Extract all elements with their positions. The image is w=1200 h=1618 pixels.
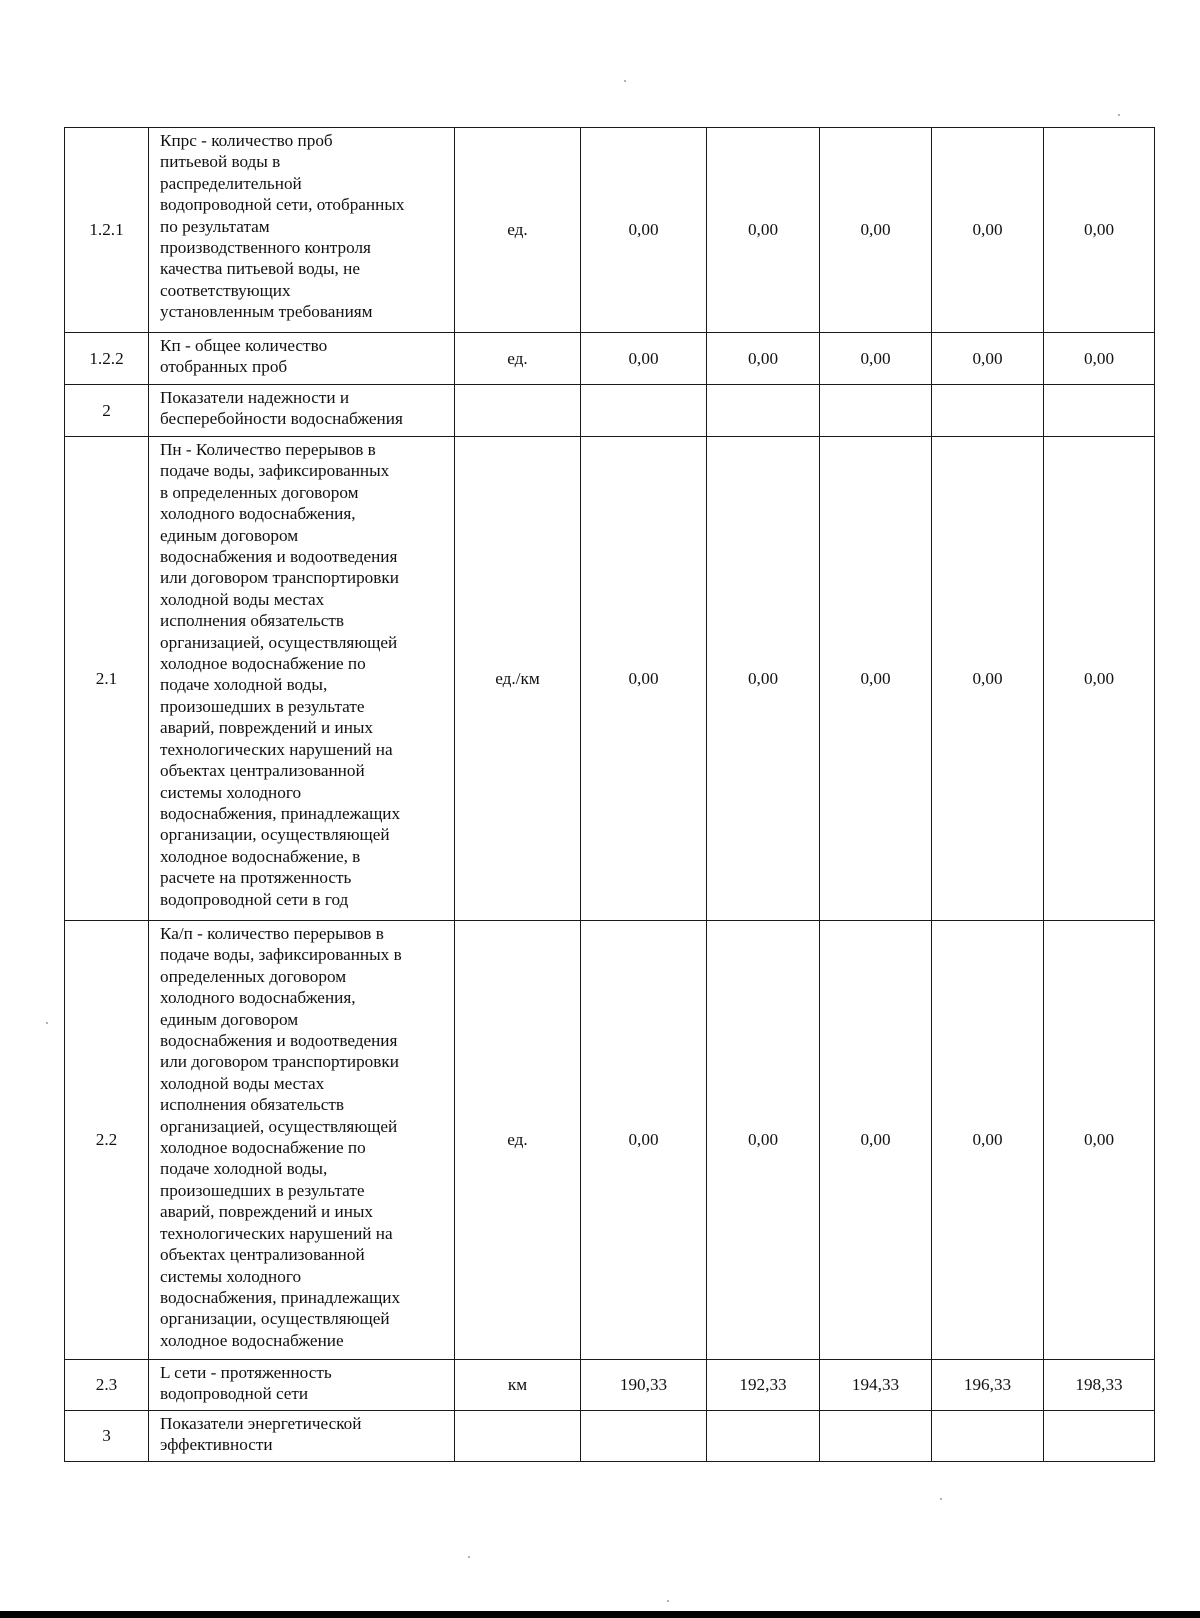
row-unit: ед./км [455, 437, 581, 921]
row-value-4: 0,00 [932, 128, 1044, 333]
row-unit: ед. [455, 921, 581, 1360]
row-description: Пн - Количество перерывов в подаче воды, зафиксированных в определенных договором холодного водоснабжения, единым договором водоснабжения и водоотведения или договором транспортировки холодной воды местах исполнения обязательств организацией, осуществляющей холодное водоснабжение по подаче холодной воды, произошедших в результате аварий, повреждений и иных технологических нарушений на объектах централизованной системы холодного водоснабжения, принадлежащих организации, осуществляющей холодное водоснабжение, в расчете на протяженность водопроводной сети в год [149, 437, 455, 921]
section-heading: Показатели надежности и бесперебойности водоснабжения [149, 385, 455, 437]
row-value-4: 0,00 [932, 437, 1044, 921]
row-value-3 [820, 1411, 932, 1462]
row-value-5: 0,00 [1044, 128, 1155, 333]
row-value-3 [820, 385, 932, 437]
row-number: 2 [65, 385, 149, 437]
row-value-4 [932, 1411, 1044, 1462]
row-value-3: 194,33 [820, 1360, 932, 1411]
scan-speck [1118, 114, 1120, 116]
row-number: 1.2.1 [65, 128, 149, 333]
row-number: 2.3 [65, 1360, 149, 1411]
scan-speck [940, 1498, 942, 1500]
row-value-2: 0,00 [707, 333, 820, 385]
row-value-2: 0,00 [707, 437, 820, 921]
row-value-1 [581, 1411, 707, 1462]
row-value-1: 0,00 [581, 437, 707, 921]
row-value-2 [707, 385, 820, 437]
row-number: 1.2.2 [65, 333, 149, 385]
row-value-4: 196,33 [932, 1360, 1044, 1411]
table-row [65, 333, 1155, 385]
scan-speck [46, 1022, 48, 1024]
row-value-5: 0,00 [1044, 333, 1155, 385]
row-value-5 [1044, 1411, 1155, 1462]
row-value-3: 0,00 [820, 437, 932, 921]
row-unit: ед. [455, 128, 581, 333]
row-number: 2.1 [65, 437, 149, 921]
row-value-1 [581, 385, 707, 437]
row-value-3: 0,00 [820, 921, 932, 1360]
row-value-1: 190,33 [581, 1360, 707, 1411]
row-description: Кп - общее количество отобранных проб [149, 333, 455, 385]
row-number: 3 [65, 1411, 149, 1462]
row-value-2 [707, 1411, 820, 1462]
row-value-2: 0,00 [707, 128, 820, 333]
table-row [65, 921, 1155, 1360]
scan-speck [468, 1556, 470, 1558]
row-value-1: 0,00 [581, 128, 707, 333]
row-value-2: 0,00 [707, 921, 820, 1360]
row-value-1: 0,00 [581, 921, 707, 1360]
table-row [65, 385, 1155, 437]
row-value-4 [932, 385, 1044, 437]
row-value-2: 192,33 [707, 1360, 820, 1411]
row-value-3: 0,00 [820, 128, 932, 333]
indicators-table [64, 127, 1155, 1462]
table-row [65, 128, 1155, 333]
row-unit: км [455, 1360, 581, 1411]
row-unit: ед. [455, 333, 581, 385]
row-value-1: 0,00 [581, 333, 707, 385]
row-value-3: 0,00 [820, 333, 932, 385]
scan-speck [624, 80, 626, 82]
row-description: Ка/п - количество перерывов в подаче воды, зафиксированных в определенных договором холодного водоснабжения, единым договором водоснабжения и водоотведения или договором транспортировки холодной воды местах исполнения обязательств организацией, осуществляющей холодное водоснабжение по подаче холодной воды, произошедших в результате аварий, повреждений и иных технологических нарушений на объектах централизованной системы холодного водоснабжения, принадлежащих организации, осуществляющей холодное водоснабжение [149, 921, 455, 1360]
section-heading: Показатели энергетической эффективности [149, 1411, 455, 1462]
row-unit [455, 385, 581, 437]
row-value-4: 0,00 [932, 333, 1044, 385]
row-value-5 [1044, 385, 1155, 437]
row-number: 2.2 [65, 921, 149, 1360]
table-row [65, 1360, 1155, 1411]
row-value-5: 198,33 [1044, 1360, 1155, 1411]
scan-bottom-edge [0, 1611, 1200, 1618]
scan-speck [667, 1600, 669, 1602]
row-value-5: 0,00 [1044, 921, 1155, 1360]
row-value-5: 0,00 [1044, 437, 1155, 921]
row-unit [455, 1411, 581, 1462]
table-row [65, 1411, 1155, 1462]
table-row [65, 437, 1155, 921]
row-description: L сети - протяженность водопроводной сети [149, 1360, 455, 1411]
row-value-4: 0,00 [932, 921, 1044, 1360]
row-description: Кпрс - количество проб питьевой воды в распределительной водопроводной сети, отобранных по результатам производственного контроля качества питьевой воды, не соответствующих установленным требованиям [149, 128, 455, 333]
